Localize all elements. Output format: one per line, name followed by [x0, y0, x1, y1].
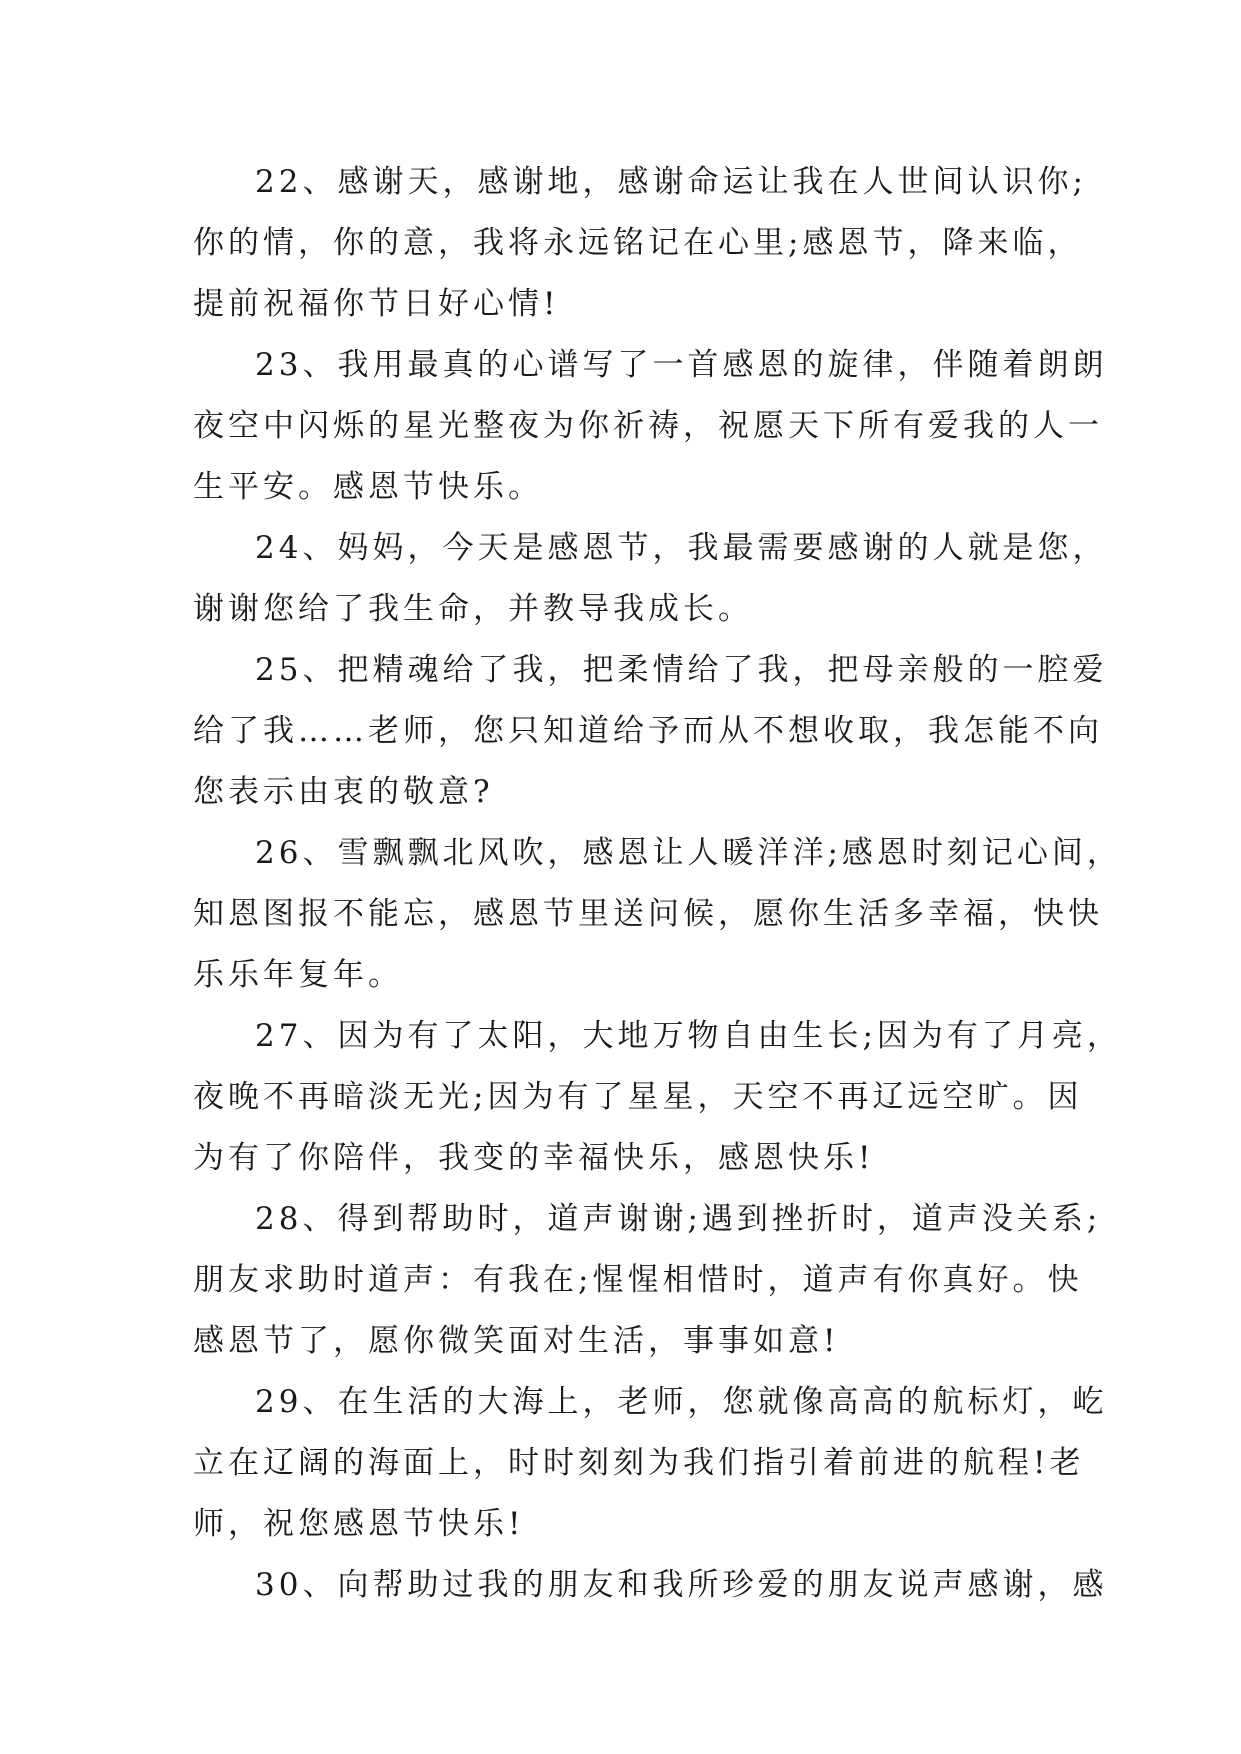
paragraph-24 [193, 518, 1108, 640]
text-line: 夜空中闪烁的星光整夜为你祈祷，祝愿天下所有爱我的人一 [193, 408, 1103, 444]
text-line: 25、把精魂给了我，把柔情给了我，把母亲般的一腔爱 [255, 652, 1108, 688]
text-line: 你的情，你的意，我将永远铭记在心里;感恩节，降来临， [193, 225, 1083, 261]
text-line: 您表示由衷的敬意? [193, 774, 494, 810]
text-line: 谢谢您给了我生命，并教导我成长。 [193, 591, 753, 627]
paragraph-29 [193, 1372, 1108, 1555]
paragraph-30 [193, 1555, 1108, 1616]
text-line: 为有了你陪伴，我变的幸福快乐，感恩快乐! [193, 1140, 875, 1176]
text-line: 给了我……老师，您只知道给予而从不想收取，我怎能不向 [193, 713, 1103, 749]
text-line: 师，祝您感恩节快乐! [193, 1506, 525, 1542]
text-line: 27、因为有了太阳，大地万物自由生长;因为有了月亮， [255, 1018, 1122, 1054]
text-line: 28、得到帮助时，道声谢谢;遇到挫折时，道声没关系; [255, 1201, 1102, 1237]
text-line: 29、在生活的大海上，老师，您就像高高的航标灯，屹 [255, 1384, 1108, 1420]
text-line: 知恩图报不能忘，感恩节里送问候，愿你生活多幸福，快快 [193, 896, 1103, 932]
paragraph-28 [193, 1189, 1102, 1372]
text-line: 23、我用最真的心谱写了一首感恩的旋律，伴随着朗朗 [255, 347, 1108, 383]
paragraph-22 [193, 152, 1087, 335]
paragraph-27 [193, 1006, 1122, 1189]
text-line: 22、感谢天，感谢地，感谢命运让我在人世间认识你; [255, 164, 1087, 200]
paragraph-23 [193, 335, 1108, 518]
text-line: 24、妈妈，今天是感恩节，我最需要感谢的人就是您， [255, 530, 1108, 566]
paragraph-25 [193, 640, 1108, 823]
paragraph-26 [193, 823, 1122, 1006]
text-line: 生平安。感恩节快乐。 [193, 469, 543, 505]
text-line: 30、向帮助过我的朋友和我所珍爱的朋友说声感谢，感 [255, 1567, 1108, 1603]
text-line: 夜晚不再暗淡无光;因为有了星星，天空不再辽远空旷。因 [193, 1079, 1083, 1115]
text-line: 26、雪飘飘北风吹，感恩让人暖洋洋;感恩时刻记心间， [255, 835, 1122, 871]
text-line: 感恩节了，愿你微笑面对生活，事事如意! [193, 1323, 840, 1359]
text-line: 立在辽阔的海面上，时时刻刻为我们指引着前进的航程!老 [193, 1445, 1085, 1481]
text-line: 朋友求助时道声：有我在;惺惺相惜时，道声有你真好。快 [193, 1262, 1083, 1298]
document-body [193, 152, 1122, 1616]
text-line: 提前祝福你节日好心情! [193, 286, 560, 322]
text-line: 乐乐年复年。 [193, 957, 403, 993]
